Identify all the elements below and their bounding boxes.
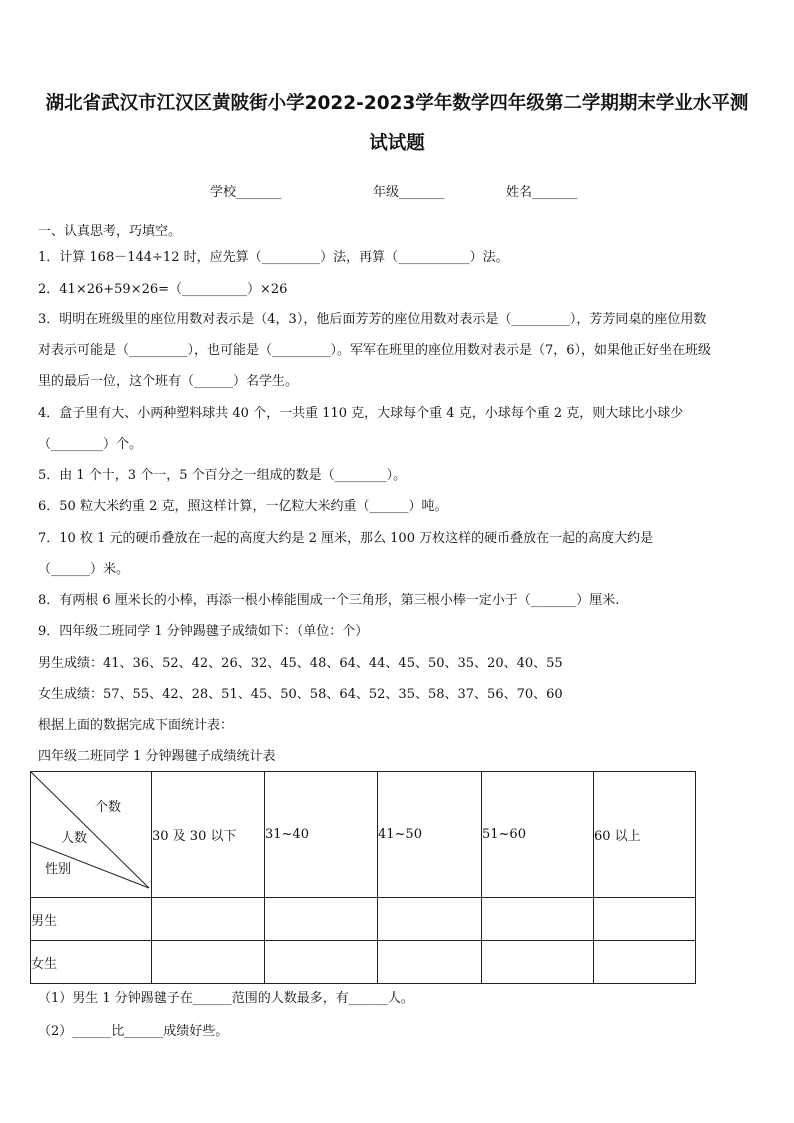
school-field: 学校_______ (210, 185, 282, 200)
grade-field: 年级_______ (373, 185, 445, 200)
girls-cell-1[interactable] (152, 941, 265, 984)
document-title (30, 84, 764, 164)
question-6: 6．50 粒大米约重 2 克，照这样计算，一亿粒大米约重（______）吨。 (38, 499, 448, 514)
boys-scores: 男生成绩：41、36、52、42、26、32、45、48、64、44、45、50、35、20、40、55 (38, 656, 563, 671)
subquestion-2: （2）______比______成绩好些。 (38, 1024, 229, 1039)
boys-cell-5[interactable] (594, 898, 696, 941)
row-label-boys: 男生 (31, 898, 152, 941)
question-8: 8．有两根 6 厘米长的小棒，再添一根小棒能围成一个三角形，第三根小棒一定小于（_______）厘米. (38, 593, 620, 608)
question-4-line-1: 4．盒子里有大、小两种塑料球共 40 个，一共重 110 克，大球每个重 4 克，小球每个重 2 克，则大球比小球少 (38, 406, 684, 421)
header-range-2: 31~40 (265, 772, 378, 898)
girls-cell-2[interactable] (265, 941, 378, 984)
table-caption: 四年级二班同学 1 分钟踢毽子成绩统计表 (38, 749, 276, 764)
corner-label-gender: 性别 (45, 862, 72, 877)
corner-label-people: 人数 (61, 831, 88, 846)
question-9: 9．四年级二班同学 1 分钟踢毽子成绩如下：（单位：个） (38, 624, 369, 639)
question-4-line-2: （________）个。 (38, 437, 143, 452)
question-2: 2．41×26+59×26=（__________）×26 (38, 282, 288, 297)
section-heading: 一、认真思考，巧填空。 (38, 224, 182, 239)
boys-cell-2[interactable] (265, 898, 378, 941)
boys-cell-3[interactable] (378, 898, 482, 941)
table-row-boys (31, 898, 696, 941)
table-instruction: 根据上面的数据完成下面统计表： (38, 718, 234, 733)
title-line-1: 湖北省武汉市江汉区黄陂街小学2022-2023学年数学四年级第二学期期末学业水平测 (45, 93, 749, 114)
name-field: 姓名_______ (506, 185, 578, 200)
question-1: 1．计算 168－144÷12 时，应先算（_________）法，再算（___________）法。 (38, 250, 509, 265)
question-5: 5．由 1 个十，3 个一，5 个百分之一组成的数是（________）。 (38, 468, 407, 483)
table-header-row (31, 772, 696, 898)
row-label-girls: 女生 (31, 941, 152, 984)
title-line-2: 试试题 (369, 133, 425, 154)
subquestion-1: （1）男生 1 分钟踢毽子在______范围的人数最多，有______人。 (38, 991, 414, 1006)
question-7-line-2: （______）米。 (38, 562, 130, 577)
diagonal-lines (31, 772, 151, 897)
girls-scores: 女生成绩：57、55、42、28、51、45、50、58、64、52、35、58、37、56、70、60 (38, 687, 563, 702)
question-7-line-1: 7．10 枚 1 元的硬币叠放在一起的高度大约是 2 厘米，那么 100 万枚这样的硬币叠放在一起的高度大约是 (38, 531, 654, 546)
question-3-line-3: 里的最后一位，这个班有（______）名学生。 (38, 374, 299, 389)
girls-cell-3[interactable] (378, 941, 482, 984)
header-range-1: 30 及 30 以下 (152, 772, 265, 898)
header-range-3: 41~50 (378, 772, 482, 898)
header-range-4: 51~60 (482, 772, 594, 898)
boys-cell-4[interactable] (482, 898, 594, 941)
boys-cell-1[interactable] (152, 898, 265, 941)
table-row-girls (31, 941, 696, 984)
diagonal-header-cell (31, 772, 152, 898)
statistics-table (30, 771, 696, 984)
question-3-line-1: 3．明明在班级里的座位用数对表示是（4，3），他后面芳芳的座位用数对表示是（_________），芳芳同桌的座位用数 (38, 312, 707, 327)
girls-cell-4[interactable] (482, 941, 594, 984)
header-range-5: 60 以上 (594, 772, 696, 898)
corner-label-count: 个数 (95, 800, 122, 815)
question-3-line-2: 对表示可能是（_________），也可能是（_________）。军军在班里的座位用数对表示是（7，6），如果他正好坐在班级 (38, 343, 712, 358)
girls-cell-5[interactable] (594, 941, 696, 984)
